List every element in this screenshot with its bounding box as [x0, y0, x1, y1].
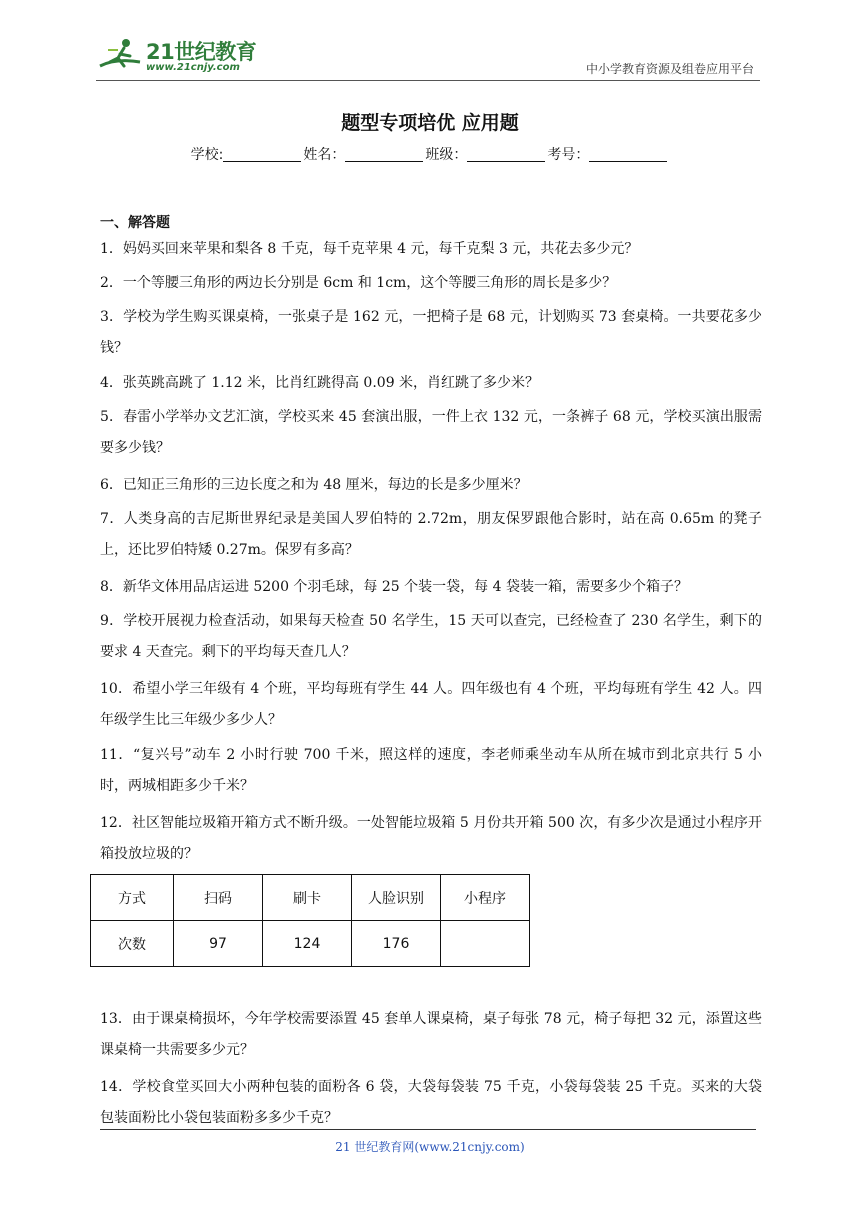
logo	[96, 36, 266, 76]
table-cell: 小程序	[441, 875, 530, 921]
page-header	[96, 30, 760, 81]
question-14: 14．学校食堂买回大小两种包装的面粉各 6 袋，大袋每袋装 75 千克，小袋每袋装 25 千克。买来的大袋包装面粉比小袋包装面粉多多少千克？	[100, 1079, 762, 1126]
table-cell	[441, 921, 530, 967]
question-11: 11．“复兴号”动车 2 小时行驶 700 千米，照这样的速度，李老师乘坐动车从所在城市到北京共行 5 小时，两城相距多少千米？	[100, 747, 762, 794]
name-blank	[345, 147, 423, 162]
table-cell: 97	[174, 921, 263, 967]
question-5: 5．春雷小学举办文艺汇演，学校买来 45 套演出服，一件上衣 132 元，一条裤子 68 元，学校买演出服需要多少钱？	[100, 409, 762, 456]
school-blank	[223, 147, 301, 162]
table-cell: 次数	[91, 921, 174, 967]
class-blank	[467, 147, 545, 162]
table-cell: 方式	[91, 875, 174, 921]
question-13: 13．由于课桌椅损坏，今年学校需要添置 45 套单人课桌椅，桌子每张 78 元，椅子每把 32 元，添置这些课桌椅一共需要多少元？	[100, 1011, 762, 1058]
question-7: 7．人类身高的吉尼斯世界纪录是美国人罗伯特的 2.72m，朋友保罗跟他合影时，站在高 0.65m 的凳子上，还比罗伯特矮 0.27m。保罗有多高？	[100, 511, 762, 558]
logo-text: 21世纪教育	[146, 40, 257, 64]
school-label: 学校:	[190, 147, 224, 163]
exam-no-blank	[589, 147, 667, 162]
question-9: 9．学校开展视力检查活动，如果每天检查 50 名学生，15 天可以查完，已经检查了 230 名学生，剩下的要求 4 天查完。剩下的平均每天查几人？	[100, 613, 762, 660]
table-cell: 扫码	[174, 875, 263, 921]
question-12: 12．社区智能垃圾箱开箱方式不断升级。一处智能垃圾箱 5 月份共开箱 500 次，有多少次是通过小程序开箱投放垃圾的？	[100, 815, 762, 862]
data-table	[90, 874, 530, 967]
table-row	[91, 921, 530, 967]
table-cell: 刷卡	[263, 875, 352, 921]
question-10: 10．希望小学三年级有 4 个班，平均每班有学生 44 人。四年级也有 4 个班，平均每班有学生 42 人。四年级学生比三年级少多少人？	[100, 681, 762, 728]
student-info-line	[0, 144, 860, 164]
question-3: 3．学校为学生购买课桌椅，一张桌子是 162 元，一把椅子是 68 元，计划购买 73 套桌椅。一共要花多少钱？	[100, 309, 762, 356]
platform-name: 中小学教育资源及组卷应用平台	[585, 62, 754, 76]
question-6: 6．已知正三角形的三边长度之和为 48 厘米，每边的长是多少厘米？	[100, 477, 528, 493]
logo-url: www.21cnjy.com	[146, 62, 240, 73]
page-title: 题型专项培优 应用题	[341, 112, 519, 134]
class-label: 班级：	[425, 147, 468, 163]
table-cell: 人脸识别	[352, 875, 441, 921]
footer-text: 21 世纪教育网(www.21cnjy.com)	[335, 1140, 525, 1154]
question-1: 1．妈妈买回来苹果和梨各 8 千克，每千克苹果 4 元，每千克梨 3 元，共花去多少元？	[100, 241, 639, 257]
question-4: 4．张英跳高跳了 1.12 米，比肖红跳得高 0.09 米，肖红跳了多少米？	[100, 375, 540, 391]
question-2: 2．一个等腰三角形的两边长分别是 6cm 和 1cm，这个等腰三角形的周长是多少？	[100, 275, 617, 291]
table-cell: 124	[263, 921, 352, 967]
name-label: 姓名：	[303, 147, 346, 163]
section-heading: 一、解答题	[100, 215, 170, 231]
runner-logo-icon	[96, 36, 144, 76]
table-cell: 176	[352, 921, 441, 967]
footer-divider	[100, 1129, 756, 1130]
table-header-row	[91, 875, 530, 921]
question-8: 8．新华文体用品店运进 5200 个羽毛球，每 25 个装一袋，每 4 袋装一箱，需要多少个箱子？	[100, 579, 688, 595]
exam-no-label: 考号：	[547, 147, 590, 163]
